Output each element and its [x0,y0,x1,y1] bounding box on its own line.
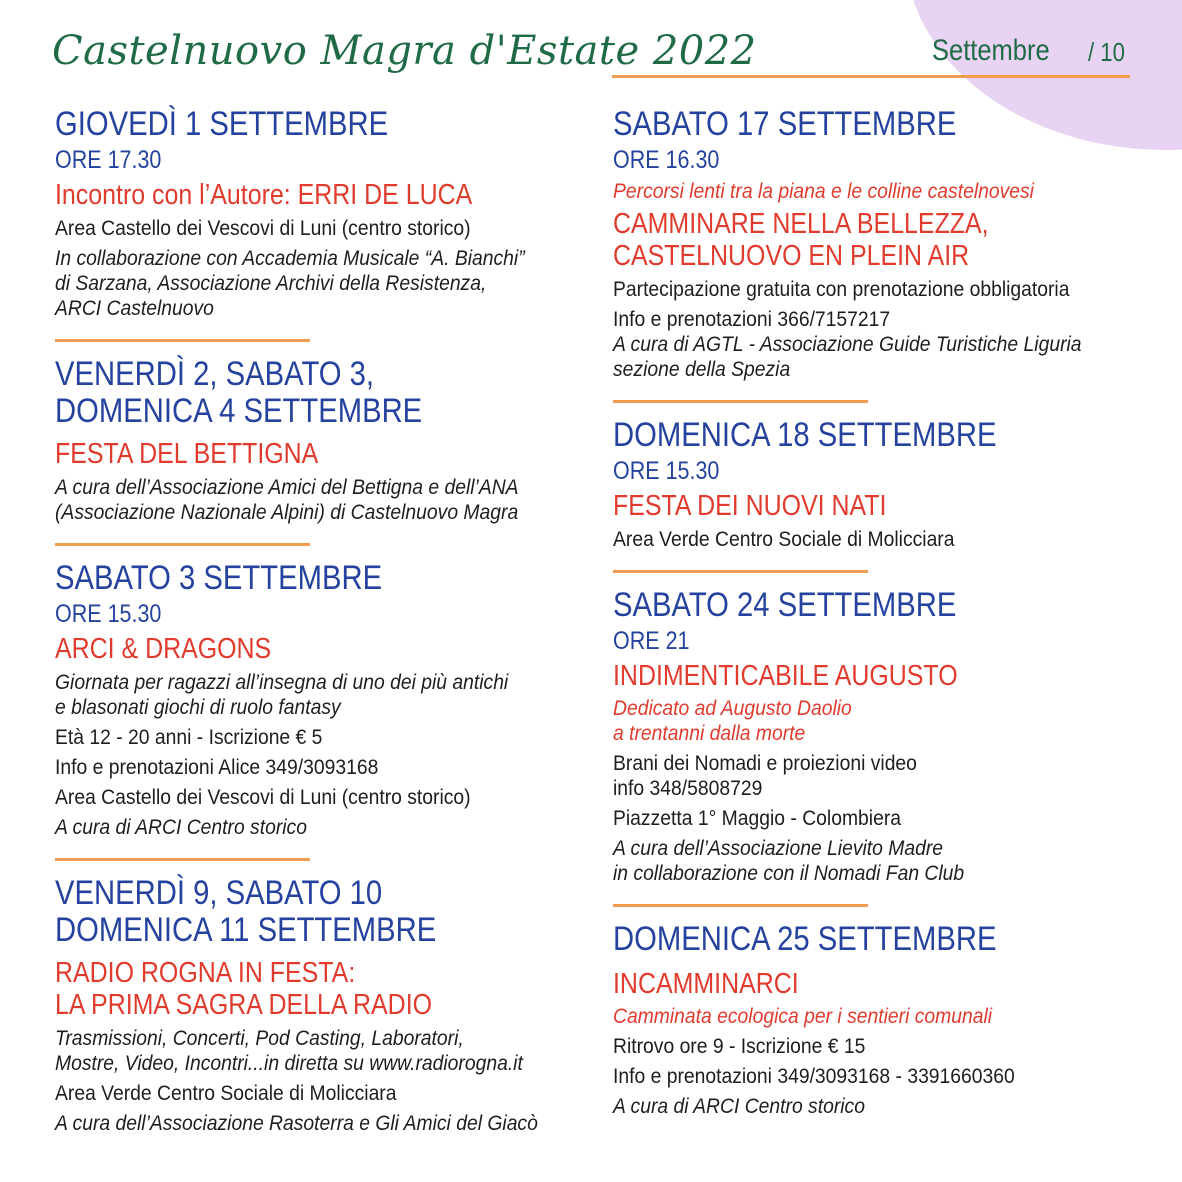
event-description: e blasonati giochi di ruolo fantasy [55,696,341,719]
event-3-settembre [55,543,595,840]
event-time: ORE 21 [613,627,690,655]
right-column [613,106,1153,1119]
event-info: Partecipazione gratuita con prenotazione obbligatoria [613,278,1070,301]
event-time: ORE 15.30 [55,600,162,628]
event-info: Info e prenotazioni Alice 349/3093168 [55,756,379,779]
separator [55,543,310,546]
event-location: Area Verde Centro Sociale di Molicciara [613,528,955,551]
event-9-11-settembre [55,858,595,1136]
event-title: FESTA DEI NUOVI NATI [613,490,887,522]
event-credits: in collaborazione con il Nomadi Fan Club [613,862,965,885]
event-24-settembre [613,570,1153,886]
left-column [55,106,595,1136]
event-date: SABATO 3 SETTEMBRE [55,559,383,597]
event-credits: di Sarzana, Associazione Archivi della Resistenza, [55,272,487,295]
separator [613,400,868,403]
event-credits: In collaborazione con Accademia Musicale “A. Bianchi” [55,247,525,270]
event-title: LA PRIMA SAGRA DELLA RADIO [55,989,433,1021]
event-credits: ARCI Castelnuovo [55,297,214,320]
event-date: DOMENICA 25 SETTEMBRE [613,920,997,958]
event-title: INDIMENTICABILE AUGUSTO [613,660,958,692]
event-subtitle: a trentanni dalla morte [613,722,806,745]
event-info: info 348/5808729 [613,777,763,800]
header-rule [612,75,1130,78]
event-credits: (Associazione Nazionale Alpini) di Castelnuovo Magra [55,501,519,524]
month-label: Settembre [932,34,1050,67]
event-18-settembre [613,400,1153,552]
event-info: Info e prenotazioni 349/3093168 - 3391660360 [613,1065,1015,1088]
event-date: DOMENICA 4 SETTEMBRE [55,392,423,430]
event-time: ORE 15.30 [613,457,720,485]
event-subtitle: Percorsi lenti tra la piana e le colline castelnovesi [613,180,1034,203]
event-title: RADIO ROGNA IN FESTA: [55,957,356,989]
separator [613,570,868,573]
event-1-settembre [55,106,595,321]
event-date: GIOVEDÌ 1 SETTEMBRE [55,105,389,143]
event-2-4-settembre [55,339,595,525]
event-location: Area Castello dei Vescovi di Luni (centro storico) [55,786,471,809]
separator [55,339,310,342]
event-credits: A cura di ARCI Centro storico [55,816,307,839]
event-credits: A cura di AGTL - Associazione Guide Turistiche Liguria [613,333,1082,356]
event-location: Piazzetta 1° Maggio - Colombiera [613,807,902,830]
separator [613,904,868,907]
event-date: SABATO 24 SETTEMBRE [613,586,957,624]
event-info: Ritrovo ore 9 - Iscrizione € 15 [613,1035,866,1058]
brand-title: Castelnuovo Magra d'Estate 2022 [52,28,757,74]
event-title: CASTELNUOVO EN PLEIN AIR [613,240,970,272]
event-description: Giornata per ragazzi all’insegna di uno dei più antichi [55,671,509,694]
event-info: Età 12 - 20 anni - Iscrizione € 5 [55,726,323,749]
event-date: VENERDÌ 2, SABATO 3, [55,355,375,393]
event-credits: A cura dell’Associazione Rasoterra e Gli Amici del Giacò [55,1112,538,1135]
event-location: Area Verde Centro Sociale di Molicciara [55,1082,397,1105]
event-time: ORE 17.30 [55,146,162,174]
event-description: Mostre, Video, Incontri...in diretta su www.radiorogna.it [55,1052,523,1075]
separator [55,858,310,861]
event-title: CAMMINARE NELLA BELLEZZA, [613,208,989,240]
event-info: Info e prenotazioni 366/7157217 [613,308,891,331]
event-title: INCAMMINARCI [613,968,799,1000]
event-info: Brani dei Nomadi e proiezioni video [613,752,917,775]
event-title: ARCI & DRAGONS [55,633,272,665]
event-location: Area Castello dei Vescovi di Luni (centro storico) [55,217,471,240]
event-date: VENERDÌ 9, SABATO 10 [55,874,383,912]
event-credits: A cura dell’Associazione Lievito Madre [613,837,944,860]
event-description: Trasmissioni, Concerti, Pod Casting, Laboratori, [55,1027,464,1050]
event-credits: A cura di ARCI Centro storico [613,1095,865,1118]
event-title: Incontro con l’Autore: ERRI DE LUCA [55,179,473,211]
event-subtitle: Camminata ecologica per i sentieri comunali [613,1005,993,1028]
event-date: DOMENICA 18 SETTEMBRE [613,416,997,454]
event-title: FESTA DEL BETTIGNA [55,438,319,470]
event-credits: A cura dell’Associazione Amici del Bettigna e dell’ANA [55,476,519,499]
event-date: SABATO 17 SETTEMBRE [613,105,957,143]
event-date: DOMENICA 11 SETTEMBRE [55,911,437,949]
page-number: / 10 [1088,37,1125,67]
event-credits: sezione della Spezia [613,358,791,381]
event-subtitle: Dedicato ad Augusto Daolio [613,697,852,720]
event-17-settembre [613,106,1153,382]
event-time: ORE 16.30 [613,146,720,174]
event-25-settembre [613,904,1153,1119]
